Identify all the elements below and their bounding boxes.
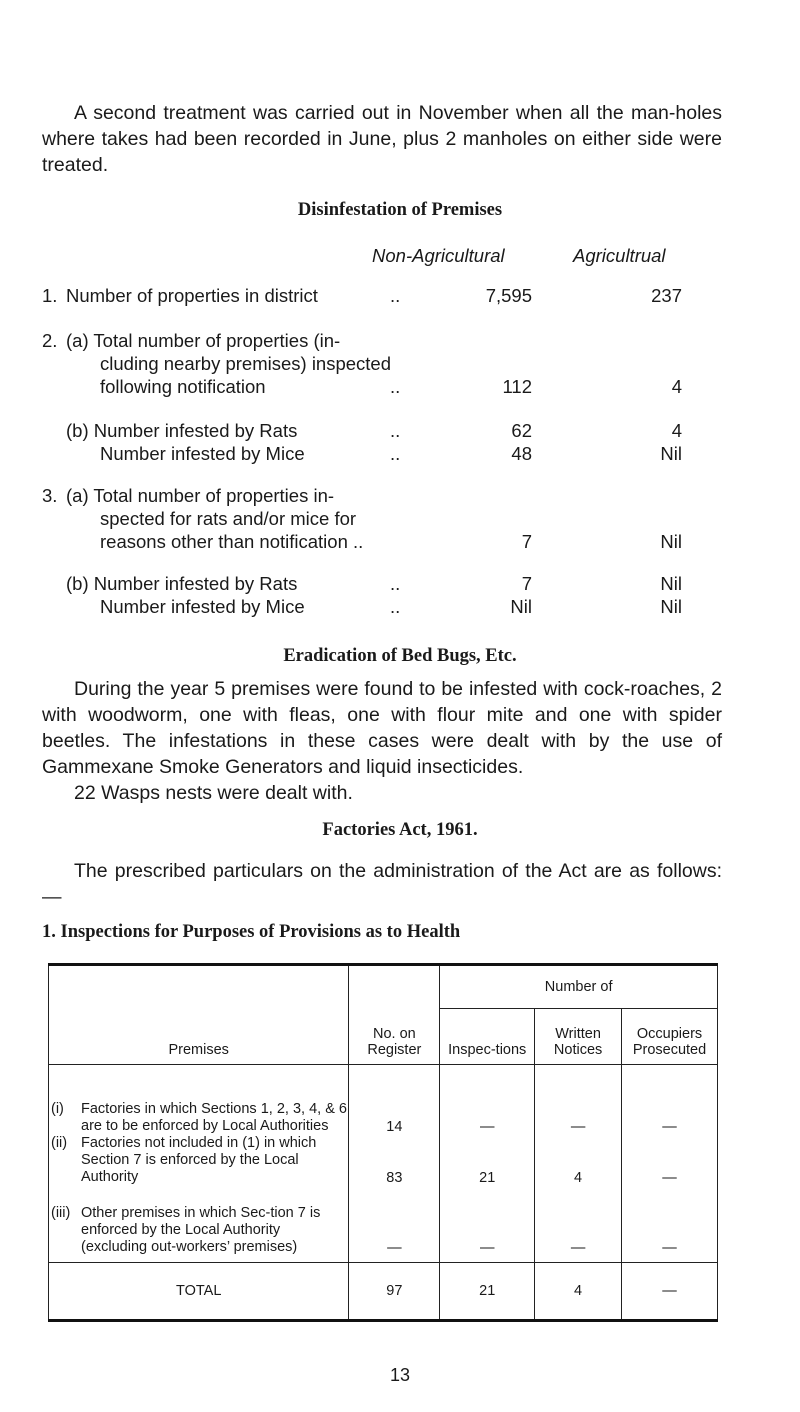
item-numeral: (iii) [51,1205,71,1221]
col-agricultural: Agricultrual [573,245,666,266]
cell-inspections: — [440,1186,535,1263]
leader-dots: .. [390,420,401,441]
row-label: Number infested by Mice [100,596,305,617]
disinfestation-row-3b-mice [42,596,742,620]
cell-register: — [349,1186,440,1263]
row-label: (a) Total number of properties in- [66,485,335,506]
intro-paragraph: A second treatment was carried out in November when all the man-holes where takes had been recorded in June, plus 2 manholes on either side were treated. [42,102,722,176]
item-text: Factories in which Sections 1, 2, 3, 4, & 6 are to be enforced by Local Authorities [81,1101,347,1134]
factories-paragraph: The prescribed particulars on the administration of the Act are as follows:— [42,860,722,908]
wasps-paragraph: 22 Wasps nests were dealt with. [74,782,353,804]
row-label-cont: following notification [100,376,266,397]
header-occupiers-prosecuted: Occupiers Prosecuted [622,1009,718,1065]
disinfestation-row-3b [42,573,742,597]
header-written-notices: Written Notices [535,1009,622,1065]
cell-inspections: — [440,1065,535,1136]
item-text: Factories not included in (1) in which Section 7 is enforced by the Local Authority [81,1135,317,1185]
total-register: 97 [349,1263,440,1321]
value-agricultural: Nil [660,443,682,464]
leader-dots: .. [390,376,401,397]
total-label: TOTAL [49,1263,349,1321]
value-agricultural: Nil [660,596,682,617]
value-non-agricultural: 62 [511,420,532,441]
cell-occupiers: — [622,1186,718,1263]
cell-register: 83 [349,1135,440,1186]
row-label: (b) Number infested by Rats [66,573,298,594]
cell-written: — [535,1186,622,1263]
page-number: 13 [389,1365,411,1385]
premises-item [49,1205,348,1256]
item-numeral: (ii) [51,1135,68,1151]
row-number: 2. [42,330,58,351]
disinfestation-row-2a [42,330,742,400]
col-non-agricultural: Non-Agricultural [372,245,505,266]
value-agricultural: Nil [660,531,682,552]
value-agricultural: Nil [660,573,682,594]
row-label: Number of properties in district [66,285,318,306]
value-non-agricultural: Nil [510,596,532,617]
table-row [49,1186,718,1263]
value-agricultural: 4 [671,376,682,397]
row-label-cont: spected for rats and/or mice for [100,508,357,529]
value-agricultural: 4 [671,420,682,441]
disinfestation-row-3a [42,485,742,555]
header-register: No. on Register [349,965,440,1065]
inspections-table [48,963,718,1322]
disinfestation-row-2b-mice [42,443,742,467]
header-number-of: Number of [440,965,718,1009]
disinfestation-row-1 [42,285,742,309]
row-number: 1. [42,285,58,306]
header-inspections: Inspec-tions [440,1009,535,1065]
row-label: (a) Total number of properties (in- [66,330,341,351]
cell-register: 14 [349,1065,440,1136]
cell-written: 4 [535,1135,622,1186]
total-occupiers: — [622,1263,718,1321]
total-row [49,1263,718,1321]
premises-item [49,1101,348,1135]
leader-dots: .. [390,573,401,594]
row-number: 3. [42,485,58,506]
leader-dots: .. [390,443,401,464]
header-premises: Premises [49,965,349,1065]
row-label-cont: reasons other than notification .. [100,531,364,552]
factories-heading: Factories Act, 1961. [322,820,478,840]
bedbugs-heading: Eradication of Bed Bugs, Etc. [283,646,517,666]
item-text: Other premises in which Sec-tion 7 is enforced by the Local Authority (excluding out-workers’ premises) [81,1205,321,1255]
bedbugs-paragraph: During the year 5 premises were found to be infested with cock-roaches, 2 with woodworm, one with fleas, one with flour mite and one with spider beetles. The infestations in these cases were dealt with by the use of Gammexane Smoke Generators and liquid insecticides. [42,678,722,778]
value-non-agricultural: 7 [521,531,532,552]
inspections-subheading: 1. Inspections for Purposes of Provisions as to Health [42,922,461,942]
value-agricultural: 237 [651,285,682,306]
cell-written: — [535,1065,622,1136]
cell-inspections: 21 [440,1135,535,1186]
premises-item [49,1135,348,1186]
value-non-agricultural: 48 [511,443,532,464]
total-inspections: 21 [440,1263,535,1321]
row-label: Number infested by Mice [100,443,305,464]
leader-dots: .. [390,285,401,306]
table-row [49,1065,718,1136]
total-written: 4 [535,1263,622,1321]
leader-dots: .. [390,596,401,617]
value-non-agricultural: 112 [502,376,532,397]
row-label: (b) Number infested by Rats [66,420,298,441]
item-numeral: (i) [51,1101,64,1117]
value-non-agricultural: 7 [521,573,532,594]
cell-occupiers: — [622,1135,718,1186]
row-label-cont: cluding nearby premises) inspected [100,353,392,374]
disinfestation-row-2b [42,420,742,444]
cell-occupiers: — [622,1065,718,1136]
table-row [49,1135,718,1186]
disinfestation-heading: Disinfestation of Premises [297,200,503,220]
value-non-agricultural: 7,595 [485,285,532,306]
